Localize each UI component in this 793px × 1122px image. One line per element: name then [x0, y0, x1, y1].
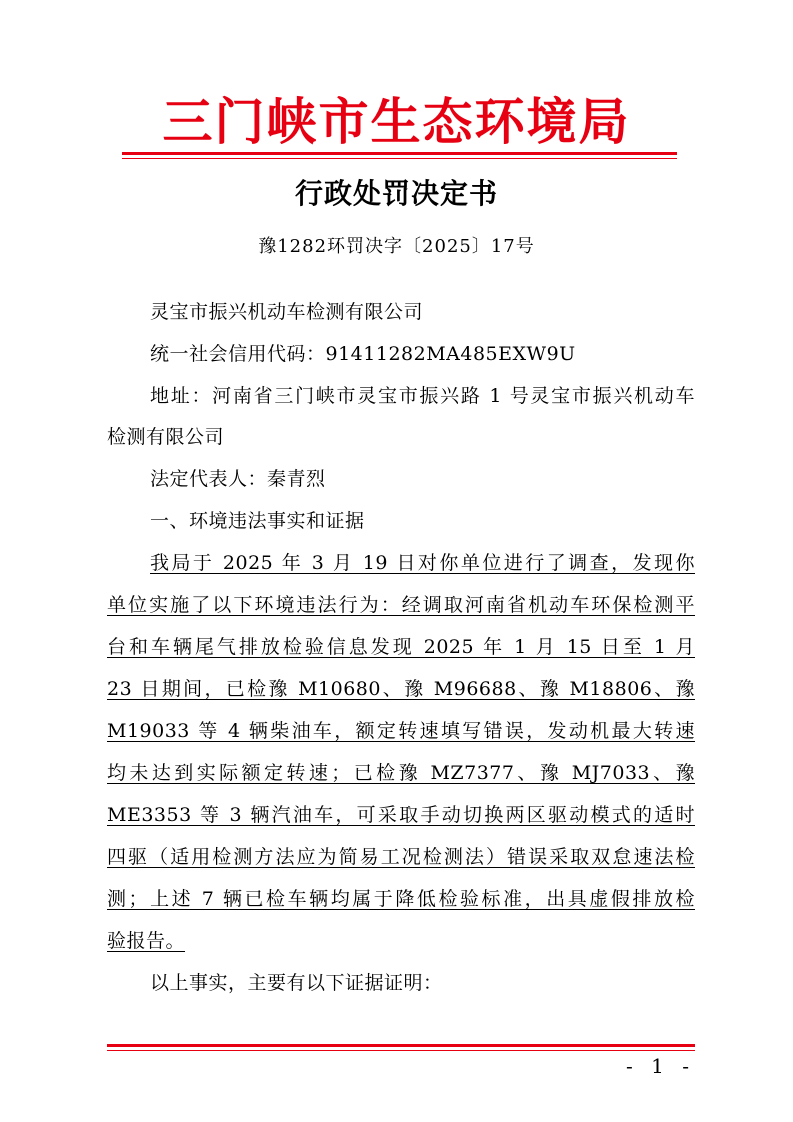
facts-line-7: ME3353 等 3 辆汽油车，可采取手动切换两区驱动模式的适时 [107, 804, 695, 826]
facts-line-3: 台和车辆尾气排放检验信息发现 2025 年 1 月 15 日至 1 月 [107, 636, 695, 658]
facts-line-9: 测；上述 7 辆已检车辆均属于降低检验标准，出具虚假排放检 [107, 888, 695, 910]
facts-line-8: 四驱（适用检测方法应为简易工况检测法）错误采取双怠速法检 [107, 846, 695, 868]
footer-red-rule-thick [107, 1044, 695, 1047]
section-heading: 一、环境违法事实和证据 [150, 510, 365, 532]
facts-line-5: M19033 等 4 辆柴油车，额定转速填写错误，发动机最大转速 [107, 720, 695, 742]
address-line-2: 检测有限公司 [107, 426, 225, 448]
evidence-intro: 以上事实，主要有以下证据证明： [150, 972, 443, 994]
page-number: - 1 - [626, 1054, 695, 1078]
facts-line-10: 验报告。 [107, 930, 186, 952]
credit-code: 统一社会信用代码：91411282MA485EXW9U [150, 343, 576, 365]
facts-line-6: 均未达到实际额定转速；已检豫 MZ7377、豫 MJ7033、豫 [107, 762, 695, 784]
address-line-1: 地址：河南省三门峡市灵宝市振兴路 1 号灵宝市振兴机动车 [150, 385, 695, 407]
agency-title: 三门峡市生态环境局 [162, 92, 631, 151]
legal-representative: 法定代表人：秦青烈 [150, 468, 326, 490]
facts-line-2: 单位实施了以下环境违法行为：经调取河南省机动车环保检测平 [107, 594, 695, 616]
document-number: 豫1282环罚决字〔2025〕17号 [258, 236, 535, 257]
footer-red-rule-thin [107, 1050, 695, 1051]
header-red-rule-thin [122, 158, 677, 159]
facts-line-1: 我局于 2025 年 3 月 19 日对你单位进行了调查，发现你 [150, 552, 695, 574]
header-red-rule-thick [122, 152, 677, 155]
document-title: 行政处罚决定书 [294, 177, 498, 210]
company-name: 灵宝市振兴机动车检测有限公司 [150, 301, 424, 323]
facts-line-4: 23 日期间，已检豫 M10680、豫 M96688、豫 M18806、豫 [107, 678, 695, 700]
